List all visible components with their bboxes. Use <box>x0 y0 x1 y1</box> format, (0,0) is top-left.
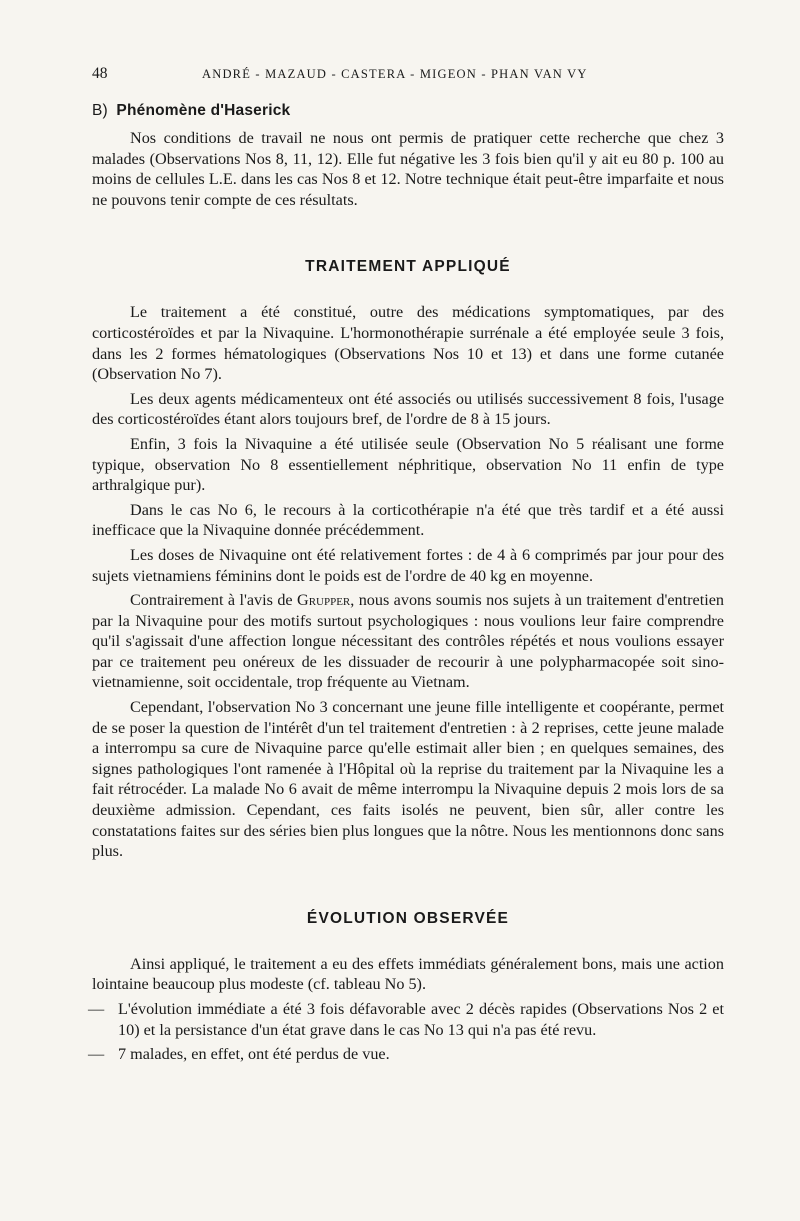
list-item <box>88 999 724 1040</box>
traitement-paragraph-4: Dans le cas No 6, le recours à la corticothérapie n'a été que très tardif et a été aussi inefficace que la Nivaquine donnée précédemment. <box>92 500 724 540</box>
list-item <box>88 1044 724 1065</box>
dash-marker: — <box>88 1045 105 1064</box>
subsection-title: Phénomène d'Haserick <box>116 102 291 119</box>
list-item-text: L'évolution immédiate a été 3 fois défavorable avec 2 décès rapides (Observations Nos 2 et 10) et la persistance d'un état grave dans le cas No 13 qui n'a pas été revu. <box>118 1000 724 1039</box>
subsection-heading <box>92 102 724 120</box>
traitement-paragraph-5: Les doses de Nivaquine ont été relativement fortes : de 4 à 6 comprimés par jour pour des sujets vietnamiens féminins dont le poids est de l'ordre de 40 kg en moyenne. <box>92 545 724 585</box>
grupper-rest: , nous avons soumis nos sujets à un traitement d'entretien par la Nivaquine pour des motifs surtout psychologiques : nous voulions leur faire comprendre qu'il s'agissait d'une affection longue nécessitant des contrôles répétés et nous voulions essayer par ce traitement peu onéreux de les dissuader de recourir à une polypharmacopée soit sino-vietnamienne, soit occidentale, trop fréquente au Vietnam. <box>92 591 724 692</box>
evolution-paragraph: Ainsi appliqué, le traitement a eu des effets immédiats généralement bons, mais une action lointaine beaucoup plus modeste (cf. tableau No 5). <box>92 954 724 994</box>
grupper-intro: Contrairement à l'avis de <box>130 591 293 610</box>
subsection-label: B) <box>92 102 108 119</box>
traitement-paragraph-3: Enfin, 3 fois la Nivaquine a été utilisée seule (Observation No 5 réalisant une forme typique, observation No 8 essentiellement néphritique, observation No 11 enfin de type arthralgique pur). <box>92 434 724 495</box>
running-authors: ANDRÉ - MAZAUD - CASTERA - MIGEON - PHAN VAN VY <box>202 67 588 81</box>
section-heading-evolution: ÉVOLUTION OBSERVÉE <box>306 909 510 927</box>
section-heading-traitement: TRAITEMENT APPLIQUÉ <box>305 258 511 276</box>
dash-marker: — <box>88 1000 105 1018</box>
traitement-paragraph-1: Le traitement a été constitué, outre des médications symptomatiques, par des corticostéroïdes et par la Nivaquine. L'hormonothérapie surrénale a été employée seule 3 fois, dans les 2 formes hématologiques (Observations Nos 10 et 13) et dans une forme cutanée (Observation No 7). <box>92 303 724 384</box>
running-header <box>92 60 724 88</box>
traitement-paragraph-2: Les deux agents médicamenteux ont été associés ou utilisés successivement 8 fois, l'usage des corticostéroïdes étant alors toujours bref, de l'ordre de 8 à 15 jours. <box>92 389 724 429</box>
author-citation: Grupper <box>297 591 351 610</box>
page-number: 48 <box>92 65 108 82</box>
haserick-paragraph: Nos conditions de travail ne nous ont permis de pratiquer cette recherche que chez 3 malades (Observations Nos 8, 11, 12). Elle fut négative les 3 fois bien qu'il y ait eu 80 p. 100 au moins de cellules L.E. dans les cas Nos 8 et 12. Notre technique était peut-être imparfaite et nous ne pouvons tenir compte de ces résultats. <box>92 129 724 209</box>
traitement-paragraph-grupper <box>92 590 724 693</box>
traitement-paragraph-last: Cependant, l'observation No 3 concernant une jeune fille intelligente et coopérante, permet de se poser la question de l'intérêt d'un tel traitement d'entretien : à 2 reprises, cette jeune malade a interrompu sa cure de Nivaquine parce qu'elle estimait aller bien ; en quelques semaines, des signes pathologiques l'ont ramenée à l'Hôpital où la reprise du traitement par la Nivaquine les a fait rétrocéder. La malade No 6 avait de même interrompu la Nivaquine depuis 2 mois lors de sa deuxième admission. Cependant, ces faits isolés ne peuvent, bien sûr, aller contre les constatations faites sur des séries bien plus longues que la nôtre. Nous les mentionnons donc sans plus. <box>92 698 724 861</box>
document-page <box>88 60 724 1069</box>
list-item-text: 7 malades, en effet, ont été perdus de vue. <box>118 1045 390 1064</box>
